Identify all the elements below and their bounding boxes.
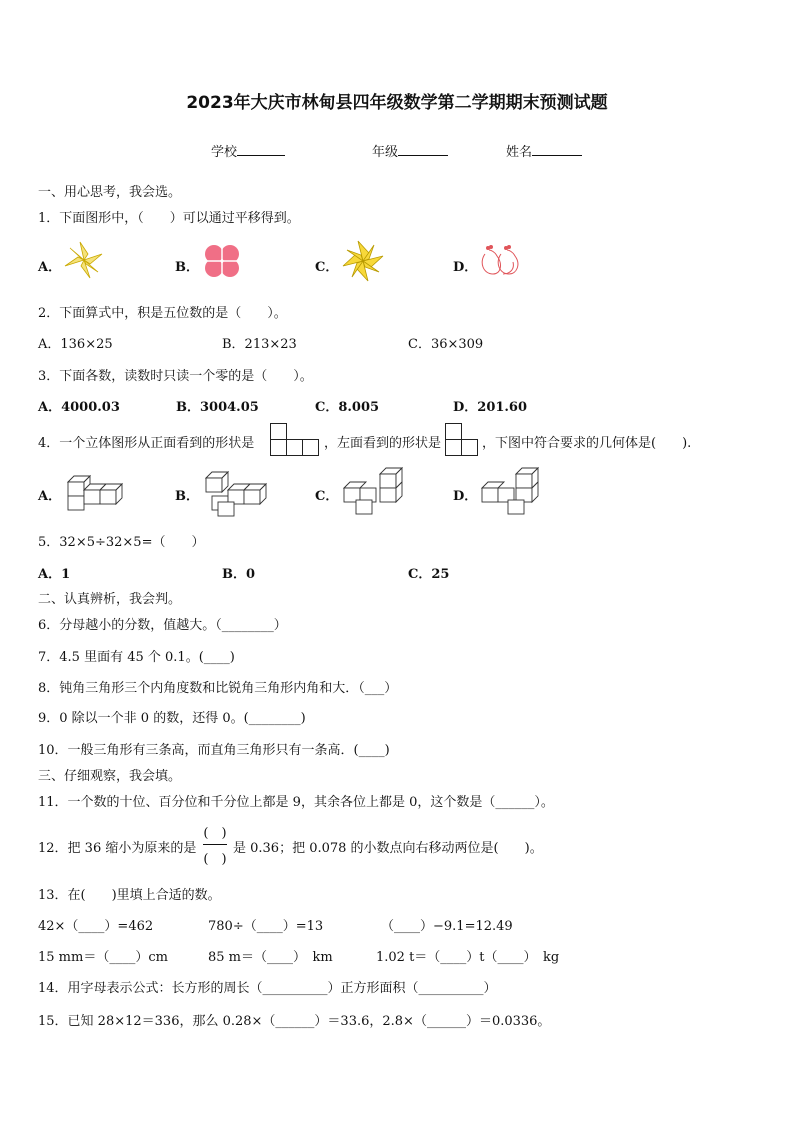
question-4-part-2: ，左面看到的形状是 — [324, 436, 442, 451]
fraction-blank[interactable] — [201, 822, 229, 868]
grade-field — [372, 141, 448, 160]
pinwheel-leaves-icon — [62, 240, 106, 280]
question-6: 6．分母越小的分数，值越大。（________） — [38, 618, 287, 633]
q3-option-b[interactable]: B．3004.05 — [176, 400, 259, 415]
name-field — [506, 141, 582, 160]
q4-option-b[interactable]: B． — [175, 489, 199, 504]
page-title: 2023年大庆市林甸县四年级数学第二学期期末预测试题 — [186, 93, 608, 113]
question-5: 5．32×5÷32×5=（ ） — [38, 535, 205, 550]
q13-item-4[interactable]: 15 mm＝（____）cm — [38, 950, 168, 965]
left-view-shape-icon — [445, 423, 479, 457]
fraction-bar — [203, 844, 227, 845]
question-12-part-1: 12．把 36 缩小为原来的是 — [38, 841, 197, 856]
name-label: 姓名 — [506, 145, 533, 160]
question-9: 9．0 除以一个非 0 的数，还得 0。(________) — [38, 711, 306, 726]
q5-option-a[interactable]: A．1 — [38, 567, 71, 582]
question-13: 13．在( )里填上合适的数。 — [38, 888, 221, 903]
question-4-part-3: ，下图中符合要求的几何体是( ). — [482, 436, 692, 451]
q3-option-a[interactable]: A．4000.03 — [38, 400, 120, 415]
question-8: 8．钝角三角形三个内角度数和比锐角三角形内角和大．（___） — [38, 681, 398, 696]
q1-option-c[interactable]: C． — [315, 260, 339, 275]
q5-option-b[interactable]: B．0 — [222, 567, 256, 582]
question-1: 1．下面图形中，（ ）可以通过平移得到。 — [38, 211, 300, 226]
name-blank[interactable] — [532, 143, 582, 156]
question-15: 15．已知 28×12＝336，那么 0.28×（______）＝33.6，2.8×（______）＝0.0336。 — [38, 1014, 551, 1029]
q13-item-5[interactable]: 85 m＝（____） km — [208, 950, 333, 965]
cube-solid-c-icon — [342, 466, 406, 516]
fraction-denominator: ( ) — [203, 852, 227, 867]
q4-option-d[interactable]: D． — [453, 489, 478, 504]
question-12-part-2: 是 0.36；把 0.078 的小数点向右移动两位是( )。 — [233, 841, 543, 856]
q4-option-c[interactable]: C． — [315, 489, 339, 504]
school-blank[interactable] — [237, 143, 285, 156]
q1-option-a[interactable]: A． — [38, 260, 62, 275]
cube-solid-a-icon — [66, 470, 136, 514]
q13-item-6[interactable]: 1.02 t＝（____）t（____） kg — [376, 950, 560, 965]
grade-blank[interactable] — [398, 143, 448, 156]
question-7: 7．4.5 里面有 45 个 0.1。(____) — [38, 650, 235, 665]
cube-solid-d-icon — [480, 466, 544, 516]
q2-option-b[interactable]: B．213×23 — [222, 337, 297, 352]
question-3: 3．下面各数，读数时只读一个零的是（ ）。 — [38, 369, 313, 384]
question-2: 2．下面算式中，积是五位数的是（ ）。 — [38, 306, 287, 321]
q2-option-c[interactable]: C．36×309 — [408, 337, 484, 352]
q5-option-c[interactable]: C．25 — [408, 567, 450, 582]
question-11: 11．一个数的十位、百分位和千分位上都是 9，其余各位上都是 0，这个数是（______）。 — [38, 795, 554, 810]
front-view-shape-icon — [270, 423, 320, 457]
fraction-numerator: ( ) — [203, 826, 227, 841]
roosters-icon — [479, 244, 525, 278]
question-14: 14．用字母表示公式：长方形的周长（__________）正方形面积（__________） — [38, 981, 497, 996]
heart-flower-icon — [199, 241, 245, 281]
q2-option-a[interactable]: A．136×25 — [38, 337, 113, 352]
q1-option-d[interactable]: D． — [453, 260, 478, 275]
school-field — [211, 141, 285, 160]
section2-heading: 二、认真辨析，我会判。 — [38, 592, 182, 607]
cube-solid-b-icon — [204, 470, 268, 518]
pinwheel-star-icon — [341, 240, 385, 282]
question-4-part-1: 4．一个立体图形从正面看到的形状是 — [38, 436, 255, 451]
school-label: 学校 — [211, 145, 238, 160]
q13-item-1[interactable]: 42×（____）=462 — [38, 919, 154, 934]
section1-heading: 一、用心思考，我会选。 — [38, 185, 182, 200]
section3-heading: 三、仔细观察，我会填。 — [38, 769, 182, 784]
q3-option-d[interactable]: D．201.60 — [453, 400, 528, 415]
q3-option-c[interactable]: C．8.005 — [315, 400, 380, 415]
q13-item-2[interactable]: 780÷（____）=13 — [208, 919, 324, 934]
q1-option-b[interactable]: B． — [175, 260, 199, 275]
q4-option-a[interactable]: A． — [38, 489, 62, 504]
q13-item-3[interactable]: （____）−9.1=12.49 — [381, 919, 513, 934]
grade-label: 年级 — [372, 145, 399, 160]
question-10: 10．一般三角形有三条高，而直角三角形只有一条高．(____) — [38, 743, 390, 758]
